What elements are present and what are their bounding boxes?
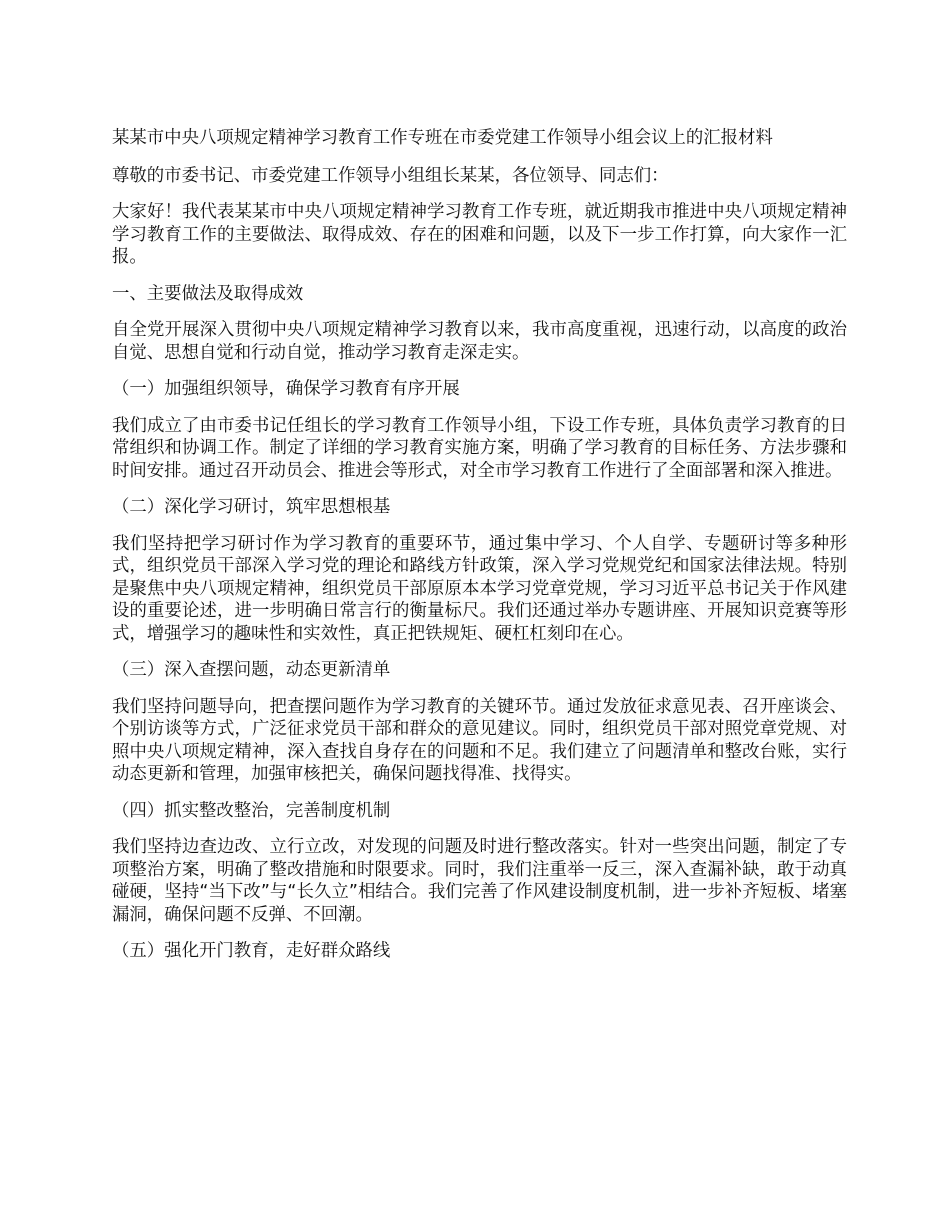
subsection-body-3: 我们坚持问题导向，把查摆问题作为学习教育的关键环节。通过发放征求意见表、召开座谈会、个别访谈等方式，广泛征求党员干部和群众的意见建议。同时，组织党员干部对照党章党规、对照中央八项规定精神，深入查找自身存在的问题和不足。我们建立了问题清单和整改台账，实行动态更新和管理，加强审核把关，确保问题找得准、找得实。 (112, 696, 847, 784)
intro-paragraph: 大家好！我代表某某市中央八项规定精神学习教育工作专班，就近期我市推进中央八项规定精神学习教育工作的主要做法、取得成效、存在的困难和问题，以及下一步工作打算，向大家作一汇报。 (112, 202, 847, 267)
salutation: 尊敬的市委书记、市委党建工作领导小组组长某某，各位领导、同志们： (112, 165, 669, 186)
subsection-body-4: 我们坚持边查边改、立行立改，对发现的问题及时进行整改落实。针对一些突出问题，制定了专项整治方案，明确了整改措施和时限要求。同时，我们注重举一反三，深入查漏补缺，敢于动真碰硬，坚持“当下改”与“长久立”相结合。我们完善了作风建设制度机制，进一步补齐短板、堵塞漏洞，确保问题不反弹、不回潮。 (112, 837, 847, 925)
section-heading-1: 一、主要做法及取得成效 (112, 283, 304, 304)
subsection-heading-5: （五）强化开门教育，走好群众路线 (112, 941, 391, 961)
subsection-body-1: 我们成立了由市委书记任组长的学习教育工作领导小组，下设工作专班，具体负责学习教育的日常组织和协调工作。制定了详细的学习教育实施方案，明确了学习教育的目标任务、方法步骤和时间安排。通过召开动员会、推进会等形式，对全市学习教育工作进行了全面部署和深入推进。 (112, 415, 847, 481)
subsection-heading-4: （四）抓实整改整治，完善制度机制 (112, 800, 391, 821)
document-page (112, 127, 847, 977)
subsection-heading-3: （三）深入查摆问题，动态更新清单 (112, 660, 391, 680)
subsection-body-2: 我们坚持把学习研讨作为学习教育的重要环节，通过集中学习、个人自学、专题研讨等多种形式，组织党员干部深入学习党的理论和路线方针政策，深入学习党规党纪和国家法律法规。特别是聚焦中央八项规定精神，组织党员干部原原本本学习党章党规，学习习近平总书记关于作风建设的重要论述，进一步明确日常言行的衡量标尺。我们还通过举办专题讲座、开展知识竞赛等形式，增强学习的趣味性和实效性，真正把铁规矩、硬杠杠刻印在心。 (112, 533, 847, 644)
document-title: 某某市中央八项规定精神学习教育工作专班在市委党建工作领导小组会议上的汇报材料 (112, 128, 773, 148)
subsection-heading-1: （一）加强组织领导，确保学习教育有序开展 (112, 379, 460, 399)
subsection-heading-2: （二）深化学习研讨，筑牢思想根基 (112, 497, 391, 517)
section-lead-paragraph: 自全党开展深入贯彻中央八项规定精神学习教育以来，我市高度重视，迅速行动，以高度的政治自觉、思想自觉和行动自觉，推动学习教育走深走实。 (112, 320, 847, 363)
